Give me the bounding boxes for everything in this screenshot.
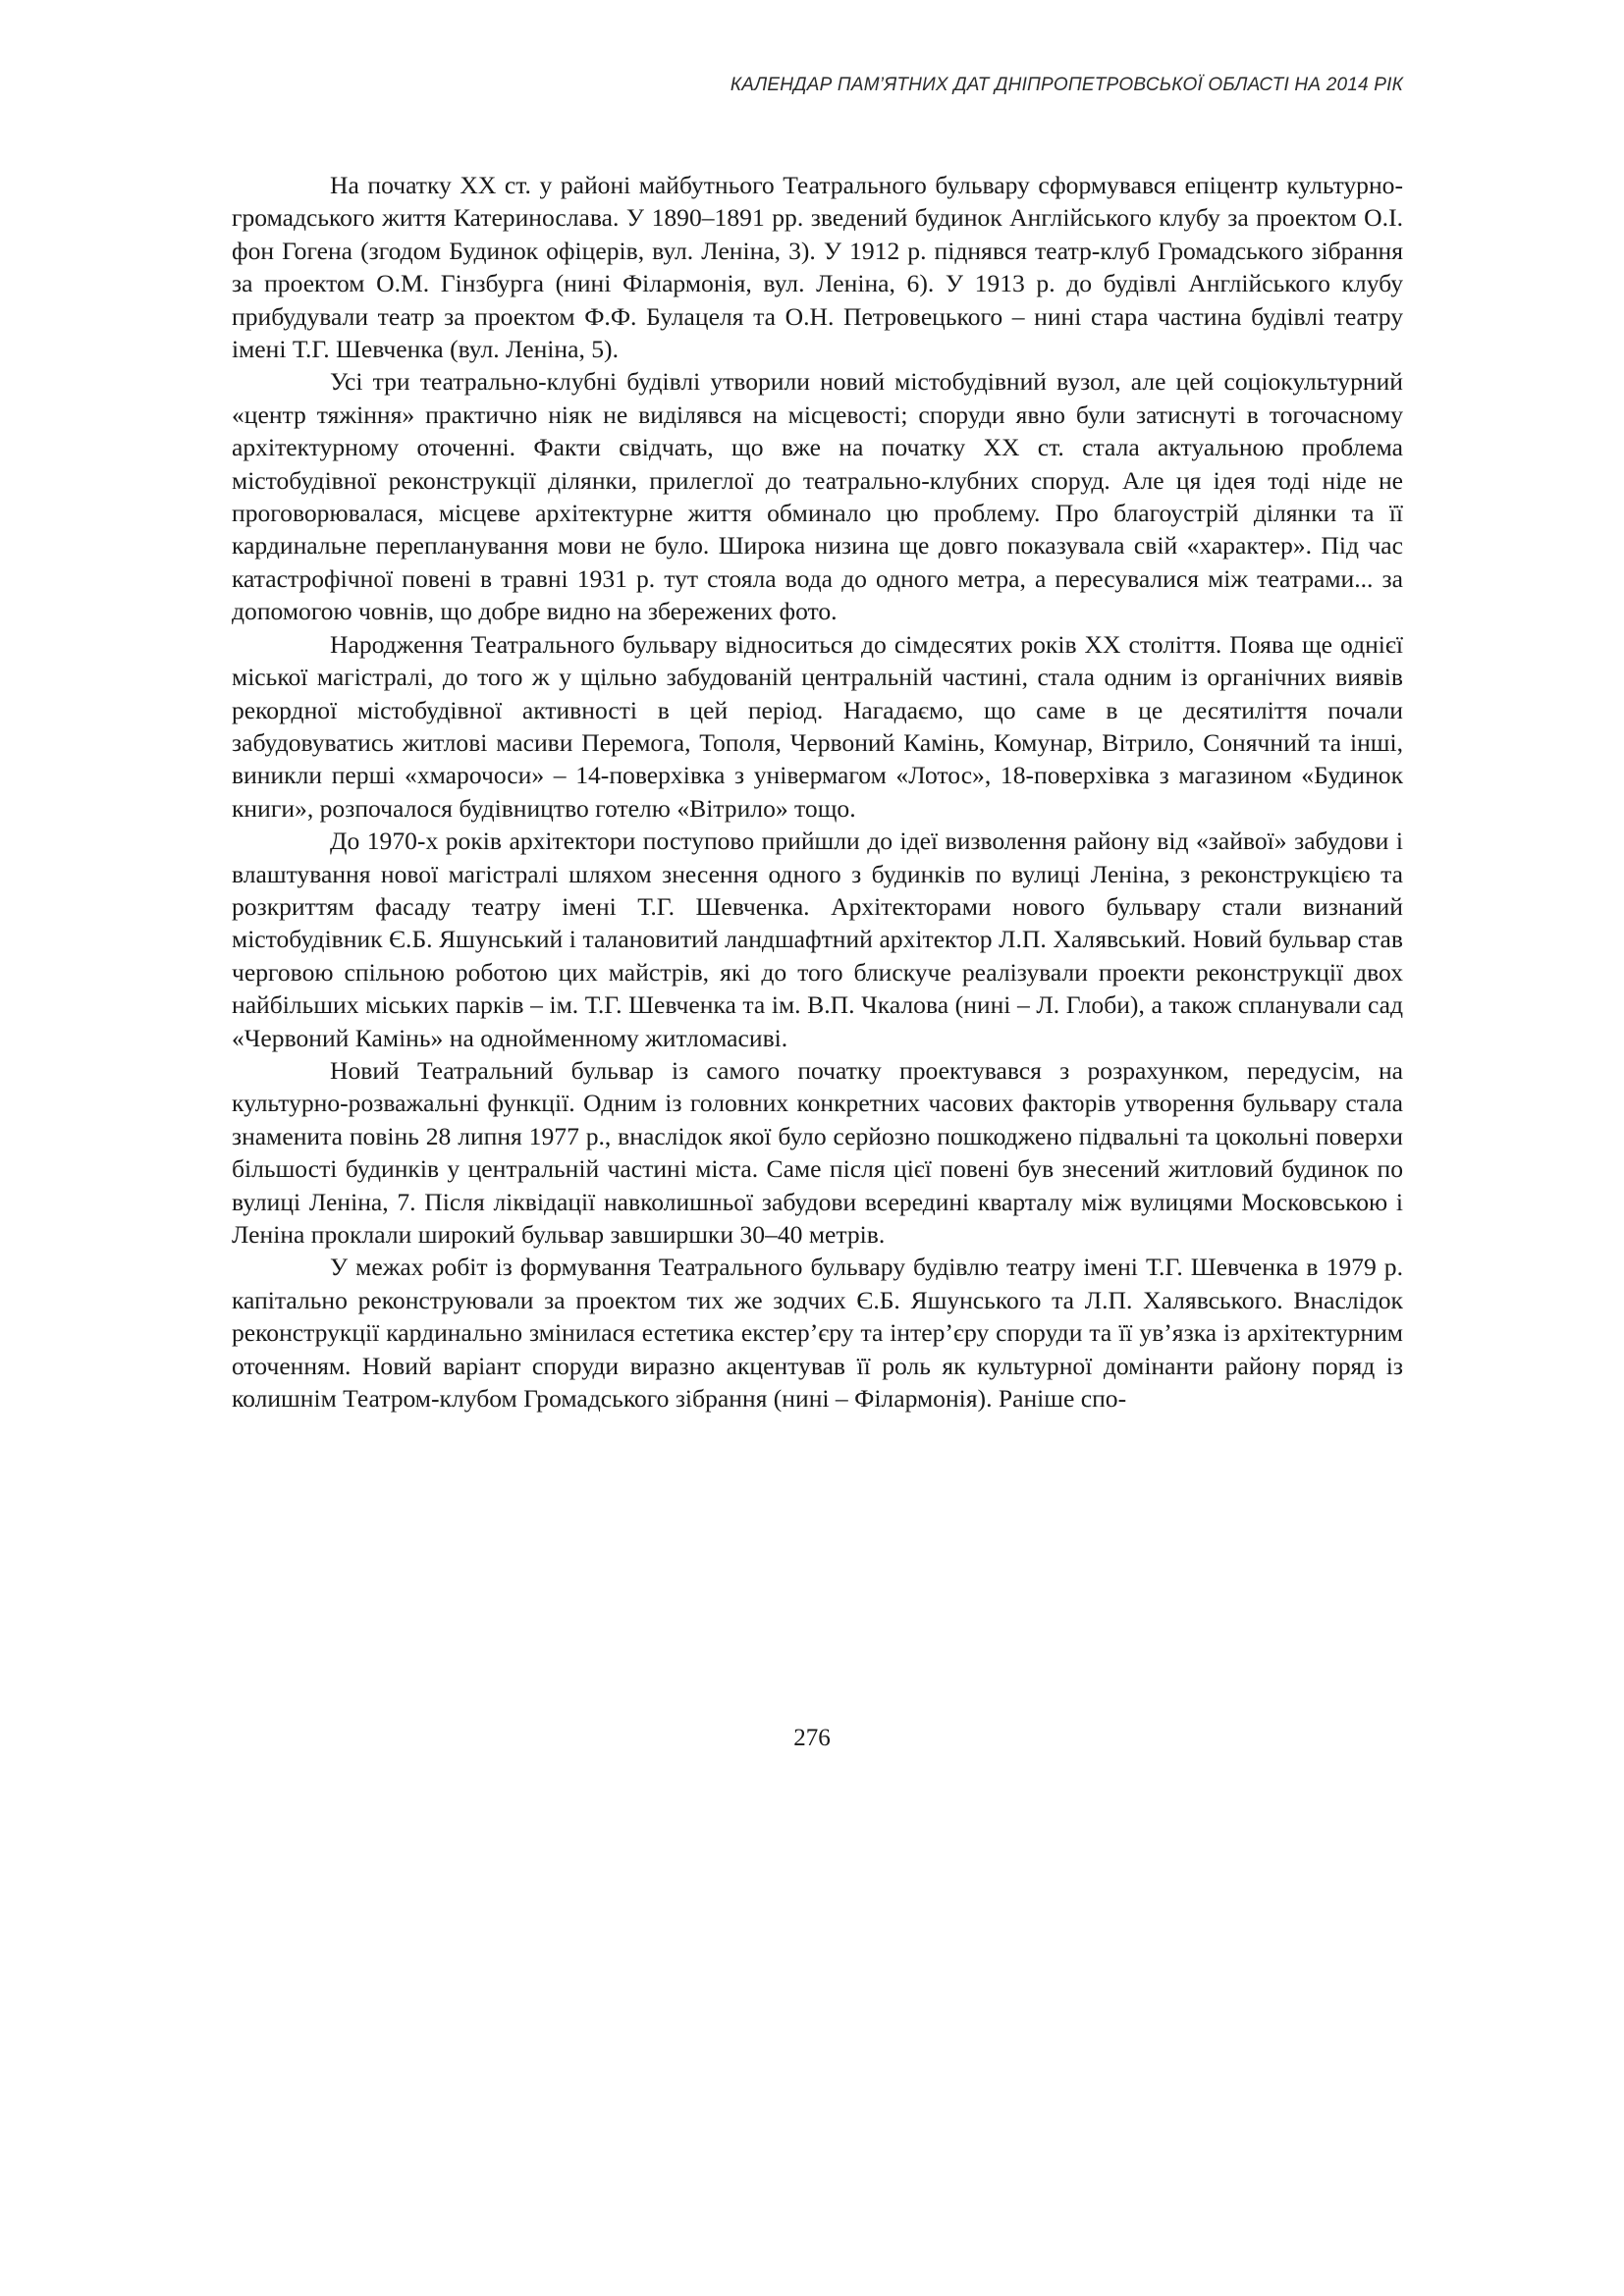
running-header: КАЛЕНДАР ПАМ’ЯТНИХ ДАТ ДНІПРОПЕТРОВСЬКОЇ ОБЛАСТІ НА 2014 РІК <box>730 75 1403 95</box>
paragraph: Народження Театрального бульвару відноситься до сімдесятих років ХХ століття. Поява ще однієї міської магістралі, до того ж у щільно забудованій центральній частині, стала одним із органічних виявів рекордної містобудівної активності в цей період. Нагадаємо, що саме в це десятиліття почали забудовуватись житлові масиви Перемога, Тополя, Червоний Камінь, Комунар, Вітрило, Сонячний та інші, виникли перші «хмарочоси» – 14-поверхівка з універмагом «Лотос», 18-поверхівка з магазином «Будинок книги», розпочалося будівництво готелю «Вітрило» тощо. <box>232 629 1403 823</box>
paragraph: До 1970-х років архітектори поступово прийшли до ідеї визволення району від «зайвої» забудови і влаштування нової магістралі шляхом знесення одного з будинків по вулиці Леніна, з реконструкцією та розкриттям фасаду театру імені Т.Г. Шевченка. Архітекторами нового бульвару стали визнаний містобудівник Є.Б. Яшунський і талановитий ландшафтний архітектор Л.П. Халявський. Новий бульвар став черговою спільною роботою цих майстрів, які до того блискуче реалізували проекти реконструкції двох найбільших міських парків – ім. Т.Г. Шевченка та ім. В.П. Чкалова (нині – Л. Глоби), а також спланували сад «Червоний Камінь» на однойменному житломасиві. <box>232 827 1403 1052</box>
body-text <box>232 169 1403 1415</box>
paragraph: Усі три театрально-клубні будівлі утворили новий містобудівний вузол, але цей соціокультурний «центр тяжіння» практично ніяк не виділявся на місцевості; споруди явно були затиснуті в тогочасному архітектурному оточенні. Факти свідчать, що вже на початку ХХ ст. стала актуальною проблема містобудівної реконструкції ділянки, прилеглої до театрально-клубних споруд. Але ця ідея тоді ніде не проговорювалася, місцеве архітектурне життя обминало цю проблему. Про благоустрій ділянки та її кардинальне перепланування мови не було. Широка низина ще довго показувала свій «характер». Під час катастрофічної повені в травні 1931 р. тут стояла вода до одного метра, а пересувалися між театрами... за допомогою човнів, що добре видно на збережених фото. <box>232 367 1403 626</box>
page-number: 276 <box>793 1725 831 1751</box>
paragraph: У межах робіт із формування Театрального бульвару будівлю театру імені Т.Г. Шевченка в 1979 р. капітально реконструювали за проектом тих же зодчих Є.Б. Яшунського та Л.П. Халявського. Внаслідок реконструкції кардинально змінилася естетика екстер’єру та інтер’єру споруди та її ув’язка із архітектурним оточенням. Новий варіант споруди виразно акцентував її роль як культурної домінанти району поряд із колишнім Театром-клубом Громадського зібрання (нині – Філармонія). Раніше спо- <box>232 1253 1403 1414</box>
paragraph: Новий Театральний бульвар із самого початку проектувався з розрахунком, передусім, на культурно-розважальні функції. Одним із головних конкретних часових факторів утворення бульвару стала знаменита повінь 28 липня 1977 р., внаслідок якої було серйозно пошкоджено підвальні та цокольні поверхи більшості будинків у центральній частині міста. Саме після цієї повені був знесений житловий будинок по вулиці Леніна, 7. Після ліквідації навколишньої забудови всередині кварталу між вулицями Московською і Леніна проклали широкий бульвар завширшки 30–40 метрів. <box>232 1055 1403 1249</box>
paragraph: На початку ХХ ст. у районі майбутнього Театрального бульвару сформувався епіцентр культурно-громадського життя Катеринослава. У 1890–1891 рр. зведений будинок Англійського клубу за проектом О.І. фон Гогена (згодом Будинок офіцерів, вул. Леніна, 3). У 1912 р. піднявся театр-клуб Громадського зібрання за проектом О.М. Гінзбурга (нині Філармонія, вул. Леніна, 6). У 1913 р. до будівлі Англійського клубу прибудували театр за проектом Ф.Ф. Булацеля та О.Н. Петровецького – нині стара частина будівлі театру імені Т.Г. Шевченка (вул. Леніна, 5). <box>232 171 1403 364</box>
